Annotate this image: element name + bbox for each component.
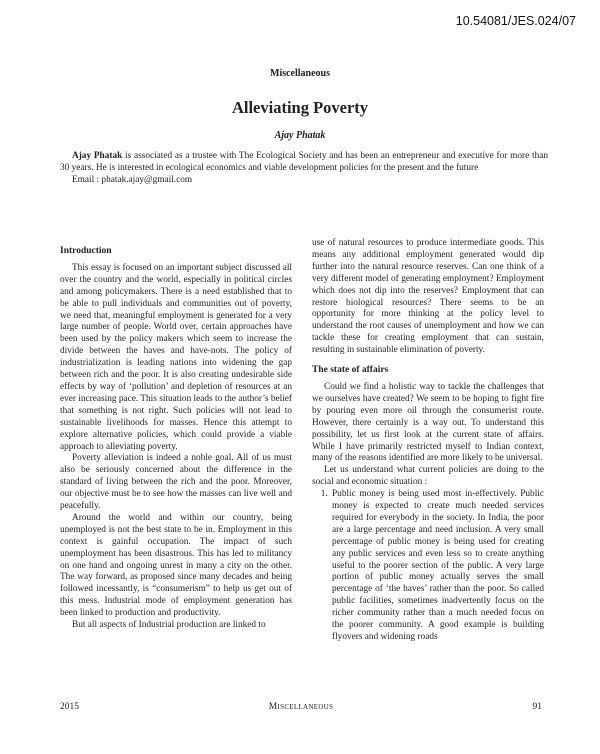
article-title: Alleviating Poverty bbox=[231, 98, 369, 117]
state-of-affairs-heading: The state of affairs bbox=[312, 365, 389, 376]
bio-text: is associated as a trustee with The Ecological Society and has been an entrepreneur and executive for more than 30 years. He is interested in ecological economics and viable development policies for the present and the future bbox=[60, 151, 548, 173]
left-column bbox=[60, 238, 292, 632]
page-footer bbox=[60, 702, 542, 716]
state-paragraph-2: Let us understand what current policies are doing to the social and economic situation : bbox=[312, 465, 544, 488]
introduction-heading: Introduction bbox=[60, 246, 112, 256]
bio-author-name: Ajay Phatak bbox=[72, 151, 123, 161]
intro-paragraph-3: Around the world and within our country, being unemployed is not the best state to be in. Employment in this context is gainful occupation. The impact of such unemployment has been disastrous. This has led to militancy on one hand and ongoing unrest in many a city on the other. The way forward, as proposed since many decades and being followed incessantly, is “consumerism” to help us get out of this mess. Industrial mode of employment generation has been linked to production and productivity. bbox=[60, 512, 292, 619]
footer-page-number: 91 bbox=[532, 702, 542, 712]
author-email: Email : phatak.ajay@gmail.com bbox=[72, 175, 193, 185]
author-bio bbox=[60, 150, 548, 186]
bio-paragraph bbox=[60, 150, 548, 174]
intro-paragraph-4: But all aspects of Industrial production are linked to bbox=[72, 620, 266, 631]
section-label: Miscellaneous bbox=[270, 68, 330, 79]
right-column bbox=[312, 238, 544, 644]
doi-identifier: 10.54081/JES.024/07 bbox=[455, 14, 576, 28]
list-item: 1. Public money is being used most in-effectively. Public money is expected to create much needed services required for everybody in the society. In India, the poor are a large percentage and need inclusion. A very small percentage of public money is being used for creating any public services and even less so to create anything useful to the poorer section of the public. A very large portion of public money actually serves the small percentage of ‘the haves’ rather than the poor. So called public facilities, sometimes inadvertently focus on the richer community rather than a much needed focus on the poorer community. A good example is building flyovers and widening roads bbox=[330, 489, 544, 644]
intro-paragraph-1: This essay is focused on an important subject discussed all over the country and the world, especially in political circles and among policymakers. There is a need established that to be able to pull individuals and communities out of poverty, we need that, meaningful employment is generated for a very large number of people. World over, certain approaches have been used by the policy makers which seem to increase the divide between the haves and have-nots. The policy of industrialization is leading nations into widening the gap between rich and the poor. It is also creating undesirable side effects by way of ‘pollution’ and depletion of resources at an ever increasing pace. This situation leads to the author’s belief that something is not right. Such policies will not lead to sustainable livelihoods for masses. Hence this attempt to explore alternative policies, which could provide a viable approach to alleviating poverty. bbox=[60, 262, 293, 452]
continued-paragraph: use of natural resources to produce intermediate goods. This means any additional employment generated would dip further into the natural resource reserves. Can one think of a very different model of generating employment? Employment which does not dip into the reserves? Employment that can restore biological resources? There seems to be an opportunity for more thinking at the policy level to understand the root causes of unemployment and how we can tackle these for creating employment that can sustain, resulting in sustainable elimination of poverty. bbox=[312, 238, 544, 356]
state-paragraph-1: Could we find a holistic way to tackle the challenges that we ourselves have created? We seem to be hoping to fight fire by pouring even more oil through the consumerist route. However, there certainly is a way out. To understand this possibility, let us first look at the current state of affairs. While I have primarily restricted myself to Indian context, many of the reasons identified are more likely to be universal. bbox=[312, 381, 544, 464]
intro-paragraph-2: Poverty alleviation is indeed a noble goal. All of us must also be seriously concerned about the difference in the standard of living between the rich and the poor. Moreover, our objective must be to see how the masses can live well and peacefully. bbox=[60, 453, 292, 512]
footer-journal: Miscellaneous bbox=[268, 702, 334, 712]
author-byline: Ajay Phatak bbox=[274, 130, 326, 141]
footer-year: 2015 bbox=[60, 702, 79, 712]
numbered-list bbox=[312, 489, 544, 644]
